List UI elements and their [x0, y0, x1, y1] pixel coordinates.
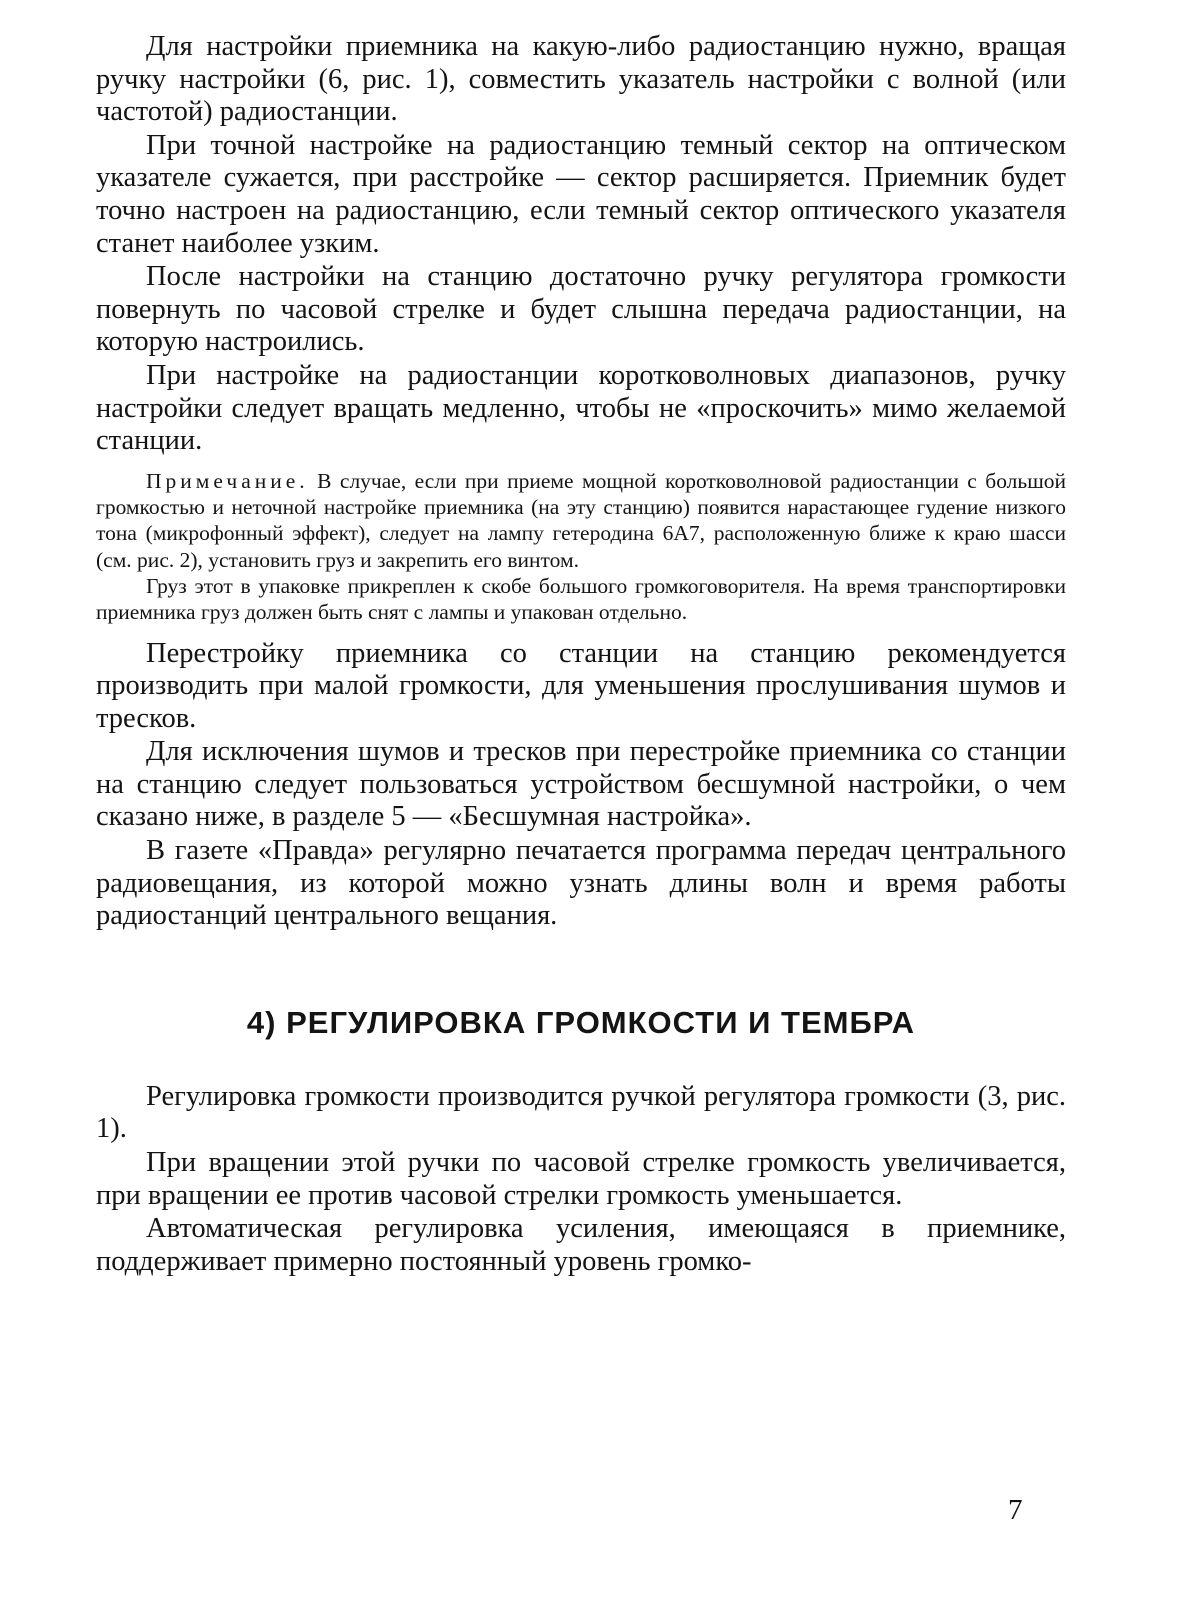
paragraph-tuning-instructions: Для настройки приемника на какую-либо радиостанцию нужно, вращая ручку настройки (6, рис. 1), совместить указатель настройки с волной (или частотой) радиостанции. — [96, 31, 1066, 128]
paragraph-volume-control: Регулировка громкости производится ручкой регулятора громкости (3, рис. 1). — [96, 1080, 1066, 1145]
note-text: В случае, если при приеме мощной коротковолновой радиостанции с большой громкостью и неточной настройке приемника (на эту станцию) появится нарастающее гудение низкого тона (микрофонный эффект), следует на лампу гетеродина 6А7, расположенную ближе к краю шасси (см. рис. 2), установить груз и закрепить его винтом. — [96, 468, 1067, 572]
paragraph-automatic-gain: Автоматическая регулировка усиления, имеющаяся в приемнике, поддерживает примерно постоянный уровень громко- — [96, 1213, 1066, 1277]
paragraph-shortwave-tuning: При настройке на радиостанции коротковолновых диапазонов, ручку настройки следует вращать медленно, чтобы не «проскочить» мимо желаемой станции. — [96, 359, 1066, 457]
paragraph-pravda-program: В газете «Правда» регулярно печатается программа передач центрального радиовещания, из которой можно узнать длины волн и время работы радиостанций центрального вещания. — [96, 835, 1066, 932]
note-paragraph-weight: Груз этот в упаковке прикреплен к скобе большого громкоговорителя. На время транспортировки приемника груз должен быть снят с лампы и упакован отдельно. — [96, 573, 1066, 625]
note-label: Примечание. — [146, 468, 309, 493]
page-number: 7 — [1008, 1494, 1023, 1526]
paragraph-optical-indicator: При точной настройке на радиостанцию темный сектор на оптическом указателе сужается, при расстройке — сектор расширяется. Приемник будет точно настроен на радиостанцию, если темный сектор оптического указателя станет наиболее узким. — [96, 129, 1066, 259]
paragraph-volume-rotation: При вращении этой ручки по часовой стрелке громкость увеличивается, при вращении ее против часовой стрелки громкость уменьшается. — [96, 1147, 1066, 1211]
paragraph-retuning-low-volume: Перестройку приемника со станции на станцию рекомендуется производить при малой громкости, для уменьшения прослушивания шумов и тресков. — [96, 637, 1066, 734]
note-block — [96, 468, 1066, 626]
paragraph-volume-after-tuning: После настройки на станцию достаточно ручку регулятора громкости повернуть по часовой стрелке и будет слышна передача радиостанции, на которую настроились. — [96, 261, 1066, 358]
page-content — [96, 31, 1066, 1279]
paragraph-silent-tuning: Для исключения шумов и тресков при перестройке приемника со станции на станцию следует пользоваться устройством бесшумной настройки, о чем сказано ниже, в разделе 5 — «Бесшумная настройка». — [96, 736, 1066, 833]
section-heading: 4) РЕГУЛИРОВКА ГРОМКОСТИ И ТЕМБРА — [246, 1004, 916, 1040]
note-paragraph — [96, 468, 1066, 573]
